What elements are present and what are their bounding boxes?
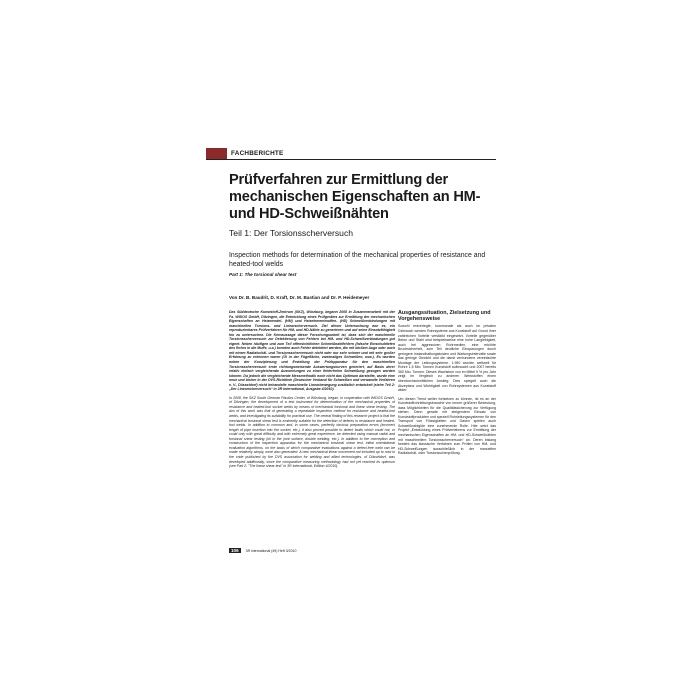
body-paragraph: Um diesen Trend weiter fortsetzen zu können, ist es an der Kunststoffrohrleitungsbranche von immer größerer Bedeutung, dass Möglichkeiten für die Qualitätssicherung zur Verfügung stehen. Denn gerade mit steigendem Einsatz von Kunststoffprodukten und speziell Rohrleitungssystemen für den Transport von Flüssigkeiten und Gasen spielen auch Schweißnahtgüte eine zunehmende Rolle. Hier setzt das Projekt „Entwicklung eines Prüfverfahrens zur Ermittlung der mechanischen Eigenschaften an HM- und HD-Schweißnähten mit maschinellem Torsionsscherversuch“ an. Deren bislang besteht das klassische Verfahren zum Prüfen von HM- und HD-Schweißungen ausschließlich in der manuellen Radialschäl- oder Torsionsscherprüfung. bbox=[398, 396, 496, 456]
authors: Von Dr. B. Baudrit, D. Kraft, Dr. M. Bastian and Dr. P. Heidemeyer bbox=[229, 295, 370, 300]
section-color-mark bbox=[206, 148, 227, 159]
section-label: FACHBERICHTE bbox=[231, 150, 284, 157]
page-number: 106 bbox=[231, 548, 239, 553]
article-title: Prüfverfahren zur Ermittlung der mechanischen Eigenschaften an HM- und HD-Schweißnähten bbox=[229, 172, 481, 222]
page-footer bbox=[229, 548, 496, 554]
section-header bbox=[206, 148, 496, 159]
english-subtitle: Part 1: The torsional shear test bbox=[229, 272, 297, 277]
body-column bbox=[398, 310, 496, 460]
section-rule bbox=[206, 159, 496, 160]
journal-page bbox=[206, 148, 496, 560]
journal-citation: 3R international (49) Heft 3/2010 bbox=[245, 549, 297, 553]
english-title: Inspection methods for determination of the mechanical properties of resistance and heated-tool welds bbox=[229, 252, 486, 268]
abstract-column bbox=[229, 310, 395, 473]
section-heading: Ausgangssituation, Zielsetzung und Vorgehensweise bbox=[398, 310, 491, 323]
abstract-english: In 2008, the SKZ South German Plastics Center, of Würzburg, began, in cooperation with WIDOS GmbH, of Ditzingen, the development of a test instrument for determination of the mechanical properties of resistance and heated-tool socket welds by means of mechanical torsional and linear shear testing. The aim of this work was that of generating a repeatable inspection method for resistance and heated-tool welds, and investigating its suitability for practical use. The central finding of this research project is that the mechanical torsional shear test is eminently suitable for the detection of defects in resistance and heated-tool welds. In addition to common and, in some cases, perfectly obvious preparation errors (incorrect length of pipe insertion into the socket, etc.), it also proved possible to detect faults which could not, or could only with great difficulty and with extremely great experience, be detected using manual radial and torsional shear testing (oil in the joint surface, double welding, etc.). In addition to the conception and construction of the inspection apparatus for the mechanical torsional shear test, initial orientational evaluation algorithms, on the basis of which comparative evaluations against a defect-free weld can be made relatively simply, were also generated. A new mechanical linear movement not included up to now in the code published by the DVS association for welding and allied technologies, of Düsseldorf, was developed additionally, since the comparative measuring methodology had not yet reached its optimum (see Part 2: "The linear shear test" in 3R International, Edition 4/2010). bbox=[229, 395, 395, 469]
article-subtitle: Teil 1: Der Torsionsscherversuch bbox=[229, 228, 354, 238]
abstract-german: Das Süddeutsche Kunststoff-Zentrum (SKZ), Würzburg, begann 2008 in Zusammenarbeit mit der Fa. WIDOS GmbH, Ditzingen, die Entwicklung eines Prüfgerätes zur Ermittlung der mechanischen Eigenschaften an Heizwendel- (HM) und Heizelementmuffen- (HD) Schweißverbindungen mit maschinellen Torsions- und Linearscherversuch. Ziel dieser Untersuchung war es, ein reproduzierbares Prüfverfahren für HM- und HD-Nähte zu generieren und auf seine Einsatzfähigkeit hin zu untersuchen. Die Kernaussage dieser Forschungsarbeit ist, dass sich der maschinelle Torsionsscherversuch zur Detektierung von Fehlern bei HM- und HD-Schweißverbindungen gut eignet. Neben häufigen und zum Teil offensichtlichen Schweißnahtfehlern (falsche Einschubtiefen des Rohrs in die Muffe, u.a.) konnten auch Fehler detektiert werden, die mit bloßem Auge oder auch mit einem Radialschäl- und Torsionsscherversuch nicht oder nur sehr schwer und mit sehr großer Erfahrung zu erkennen waren (Öl in der Fügefläche, zweimaliges Schweißen, usw.). Es wurden neben der Konzipierung und Erstellung der Prüfapparatur für den maschinellen Torsionsscherversuch erste richtungsweisende Auswertungskurven generiert, auf Basis derer relativ einfach vergleichende Auswertungen zu einer fehlerfreien Schweißung gezogen werden können. Da jedoch die vergleichende Messmethodik noch nicht das Optimum darstellte, wurde eine neue und bisher in der DVS-Richtlinie (Deutscher Verband für Schweißen und verwandte Verfahren e. V., Düsseldorf) nicht behandelte maschinelle Linearbewegung zusätzlich entwickelt (siehe Teil 2: „Der Linearscherversuch“ in 3R international, Ausgabe 4/2010). bbox=[229, 310, 395, 392]
body-paragraph: Sowohl erdverlegte, kommunale als auch im privaten Gebrauch werden Rohrsysteme aus Kunststoff auf Grund ihrer zahlreichen Vorteile verstärkt eingesetzt. Vorteile gegenüber Beton und Stahl sind beispielsweise eine hohe Langlebigkeit, auch bei aggressiven Rohrmedien, eine erhöhte Bruchsicherheit, zum Teil deutliche Einsparungen durch geringere Instandhaltungskosten und Wartungsintervalle sowie das geringe Gewicht und die damit verbundene vereinfachte Montage der Leitungssysteme. 1.950 wurden weltweit für Rohre 1,5 Mio. Tonnen Kunststoff aufbraucht und 2007 bereits 360 Mio. Tonnen. Dieses Wachstum von im Mittel 9 % pro Jahr zeigt im Vergleich zu anderen Werkstoffen einen überdurchschnittlichen Anstieg. Dies spiegelt auch die Akzeptanz und Wichtigkeit von Rohrsystemen aus Kunststoff wider. bbox=[398, 324, 496, 393]
